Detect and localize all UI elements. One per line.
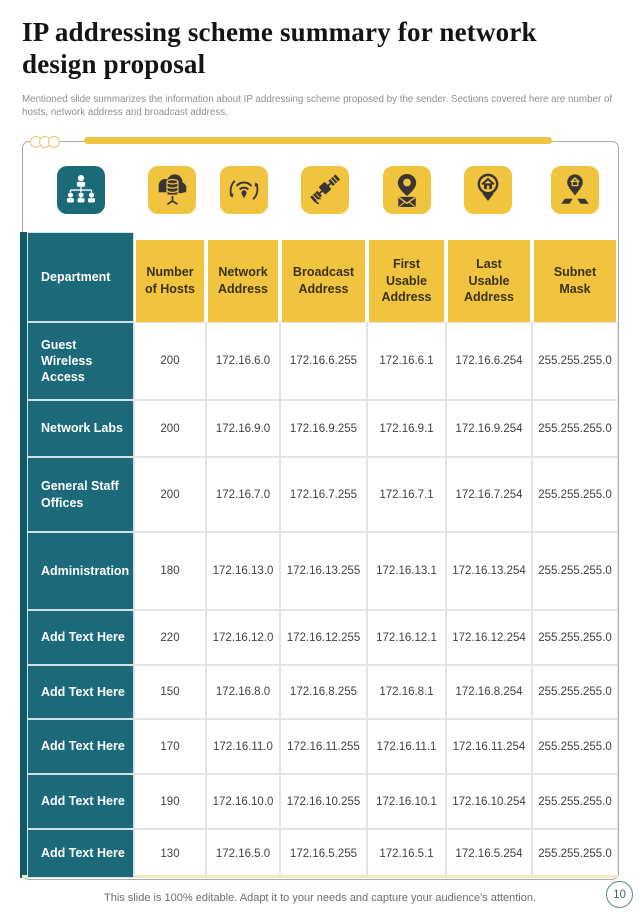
table-cell: 172.16.12.255	[280, 610, 367, 665]
table-cell: 255.255.255.0	[532, 400, 618, 457]
table-cell: 200	[134, 400, 206, 457]
table-cell: 130	[134, 829, 206, 878]
table-cell: 172.16.8.254	[446, 665, 532, 719]
table-cell: 255.255.255.0	[532, 532, 618, 610]
department-cell: General Staff Offices	[27, 457, 134, 532]
house-map-icon	[551, 166, 599, 214]
table-cell: 172.16.6.254	[446, 322, 532, 400]
table-cell: 172.16.13.0	[206, 532, 280, 610]
table-cell: 180	[134, 532, 206, 610]
table-cell: 172.16.7.0	[206, 457, 280, 532]
department-cell: Network Labs	[27, 400, 134, 457]
table-cell: 172.16.5.254	[446, 829, 532, 878]
table-cell: 172.16.5.1	[367, 829, 446, 878]
page-subtitle: Mentioned slide summarizes the information about IP addressing scheme proposed by the sender. Sections covered here are number of hosts, network address and broadcast address.	[22, 94, 613, 119]
table-cell: 172.16.7.1	[367, 457, 446, 532]
table-cell: 255.255.255.0	[532, 829, 618, 878]
header-cell: Last Usable Address	[448, 240, 530, 322]
table-cell: 255.255.255.0	[532, 322, 618, 400]
table-cell: 172.16.8.0	[206, 665, 280, 719]
table-cell: 172.16.13.255	[280, 532, 367, 610]
table-cell: 172.16.12.0	[206, 610, 280, 665]
page-title: IP addressing scheme summary for network design proposal	[22, 17, 537, 80]
table-cell: 172.16.10.0	[206, 774, 280, 829]
table-cell: 172.16.11.254	[446, 719, 532, 774]
department-cell: Add Text Here	[27, 665, 134, 719]
table-cell: 255.255.255.0	[532, 457, 618, 532]
home-pin-icon	[464, 166, 512, 214]
table-cell: 200	[134, 322, 206, 400]
table-cell: 172.16.8.255	[280, 665, 367, 719]
header-cell: First Usable Address	[369, 240, 444, 322]
satellite-icon	[301, 166, 349, 214]
table-cell: 220	[134, 610, 206, 665]
cloud-server-icon	[148, 166, 196, 214]
department-cell: Administration	[27, 532, 134, 610]
table-cell: 172.16.9.0	[206, 400, 280, 457]
table-cell: 172.16.12.254	[446, 610, 532, 665]
table-cell: 172.16.11.0	[206, 719, 280, 774]
table-cell: 172.16.13.254	[446, 532, 532, 610]
wifi-location-sync-icon	[220, 166, 268, 214]
header-cell: Broadcast Address	[282, 240, 365, 322]
table-cell: 255.255.255.0	[532, 665, 618, 719]
table-cell: 172.16.10.254	[446, 774, 532, 829]
table-cell: 172.16.6.255	[280, 322, 367, 400]
header-cell-department: Department	[27, 232, 134, 322]
table-cell: 170	[134, 719, 206, 774]
ip-addressing-table	[20, 232, 618, 878]
department-cell: Add Text Here	[27, 774, 134, 829]
table-cell: 172.16.11.255	[280, 719, 367, 774]
table-cell: 172.16.5.255	[280, 829, 367, 878]
department-cell: Add Text Here	[27, 610, 134, 665]
table-cell: 172.16.11.1	[367, 719, 446, 774]
header-cell: Subnet Mask	[534, 240, 616, 322]
table-cell: 255.255.255.0	[532, 774, 618, 829]
table-cell: 172.16.9.1	[367, 400, 446, 457]
department-cell: Add Text Here	[27, 829, 134, 878]
page-number-badge: 10	[606, 881, 633, 908]
table-cell: 172.16.7.255	[280, 457, 367, 532]
table-cell: 172.16.6.0	[206, 322, 280, 400]
table-cell: 172.16.5.0	[206, 829, 280, 878]
org-hierarchy-icon	[57, 166, 105, 214]
table-cell: 172.16.10.255	[280, 774, 367, 829]
table-cell: 255.255.255.0	[532, 719, 618, 774]
chain-dots-decoration	[33, 136, 60, 148]
accent-bar	[84, 137, 552, 144]
table-cell: 150	[134, 665, 206, 719]
table-cell: 190	[134, 774, 206, 829]
header-cell: Number of Hosts	[136, 240, 204, 322]
table-cell: 172.16.8.1	[367, 665, 446, 719]
table-cell: 172.16.12.1	[367, 610, 446, 665]
table-cell: 172.16.9.254	[446, 400, 532, 457]
table-cell: 200	[134, 457, 206, 532]
footer-note: This slide is 100% editable. Adapt it to your needs and capture your audience's attention.	[104, 892, 536, 904]
table-cell: 172.16.6.1	[367, 322, 446, 400]
table-cell: 172.16.7.254	[446, 457, 532, 532]
table-cell: 172.16.13.1	[367, 532, 446, 610]
header-cell: Network Address	[208, 240, 278, 322]
table-cell: 172.16.10.1	[367, 774, 446, 829]
table-cell: 255.255.255.0	[532, 610, 618, 665]
pin-mail-icon	[383, 166, 431, 214]
department-cell: Guest Wireless Access	[27, 322, 134, 400]
department-cell: Add Text Here	[27, 719, 134, 774]
table-cell: 172.16.9.255	[280, 400, 367, 457]
